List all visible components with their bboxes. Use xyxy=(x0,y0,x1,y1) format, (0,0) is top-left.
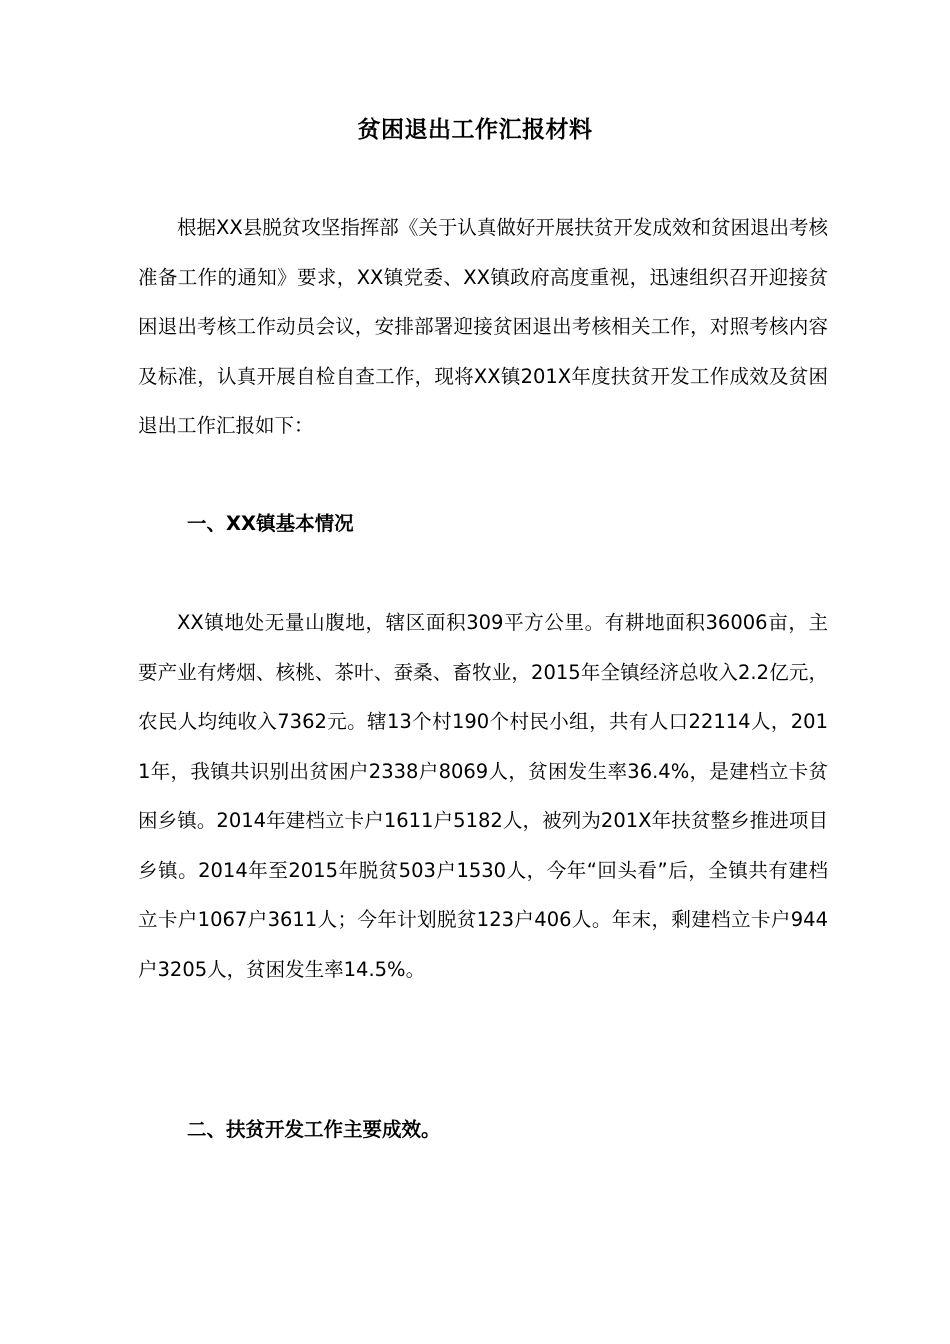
section-heading-main-achievements: 二、扶贫开发工作主要成效。 xyxy=(187,1118,441,1141)
intro-paragraph: 根据XX县脱贫攻坚指挥部《关于认真做好开展扶贫开发成效和贫困退出考核准备工作的通知》要求，XX镇党委、XX镇政府高度重视，迅速组织召开迎接贫困退出考核工作动员会议，安排部署迎接贫困退出考核相关工作，对照考核内容及标准，认真开展自检自查工作，现将XX镇201X年度扶贫开发工作成效及贫困退出工作汇报如下： xyxy=(138,216,828,437)
basic-situation-paragraph: XX镇地处无量山腹地，辖区面积309平方公里。有耕地面积36006亩，主要产业有烤烟、核桃、茶叶、蚕桑、畜牧业，2015年全镇经济总收入2.2亿元，农民人均纯收入7362元。辖13个村190个村民小组，共有人口22114人，2011年，我镇共识别出贫困户2338户8069人，贫困发生率36.4%，是建档立卡贫困乡镇。2014年建档立卡户1611户5182人，被列为201X年扶贫整乡推进项目乡镇。2014年至2015年脱贫503户1530人，今年“回头看”后，全镇共有建档立卡户1067户3611人；今年计划脱贫123户406人。年末，剩建档立卡户944户3205人，贫困发生率14.5%。 xyxy=(138,611,828,981)
document-title: 贫困退出工作汇报材料 xyxy=(357,117,593,143)
section-heading-basic-situation: 一、XX镇基本情况 xyxy=(187,512,354,535)
